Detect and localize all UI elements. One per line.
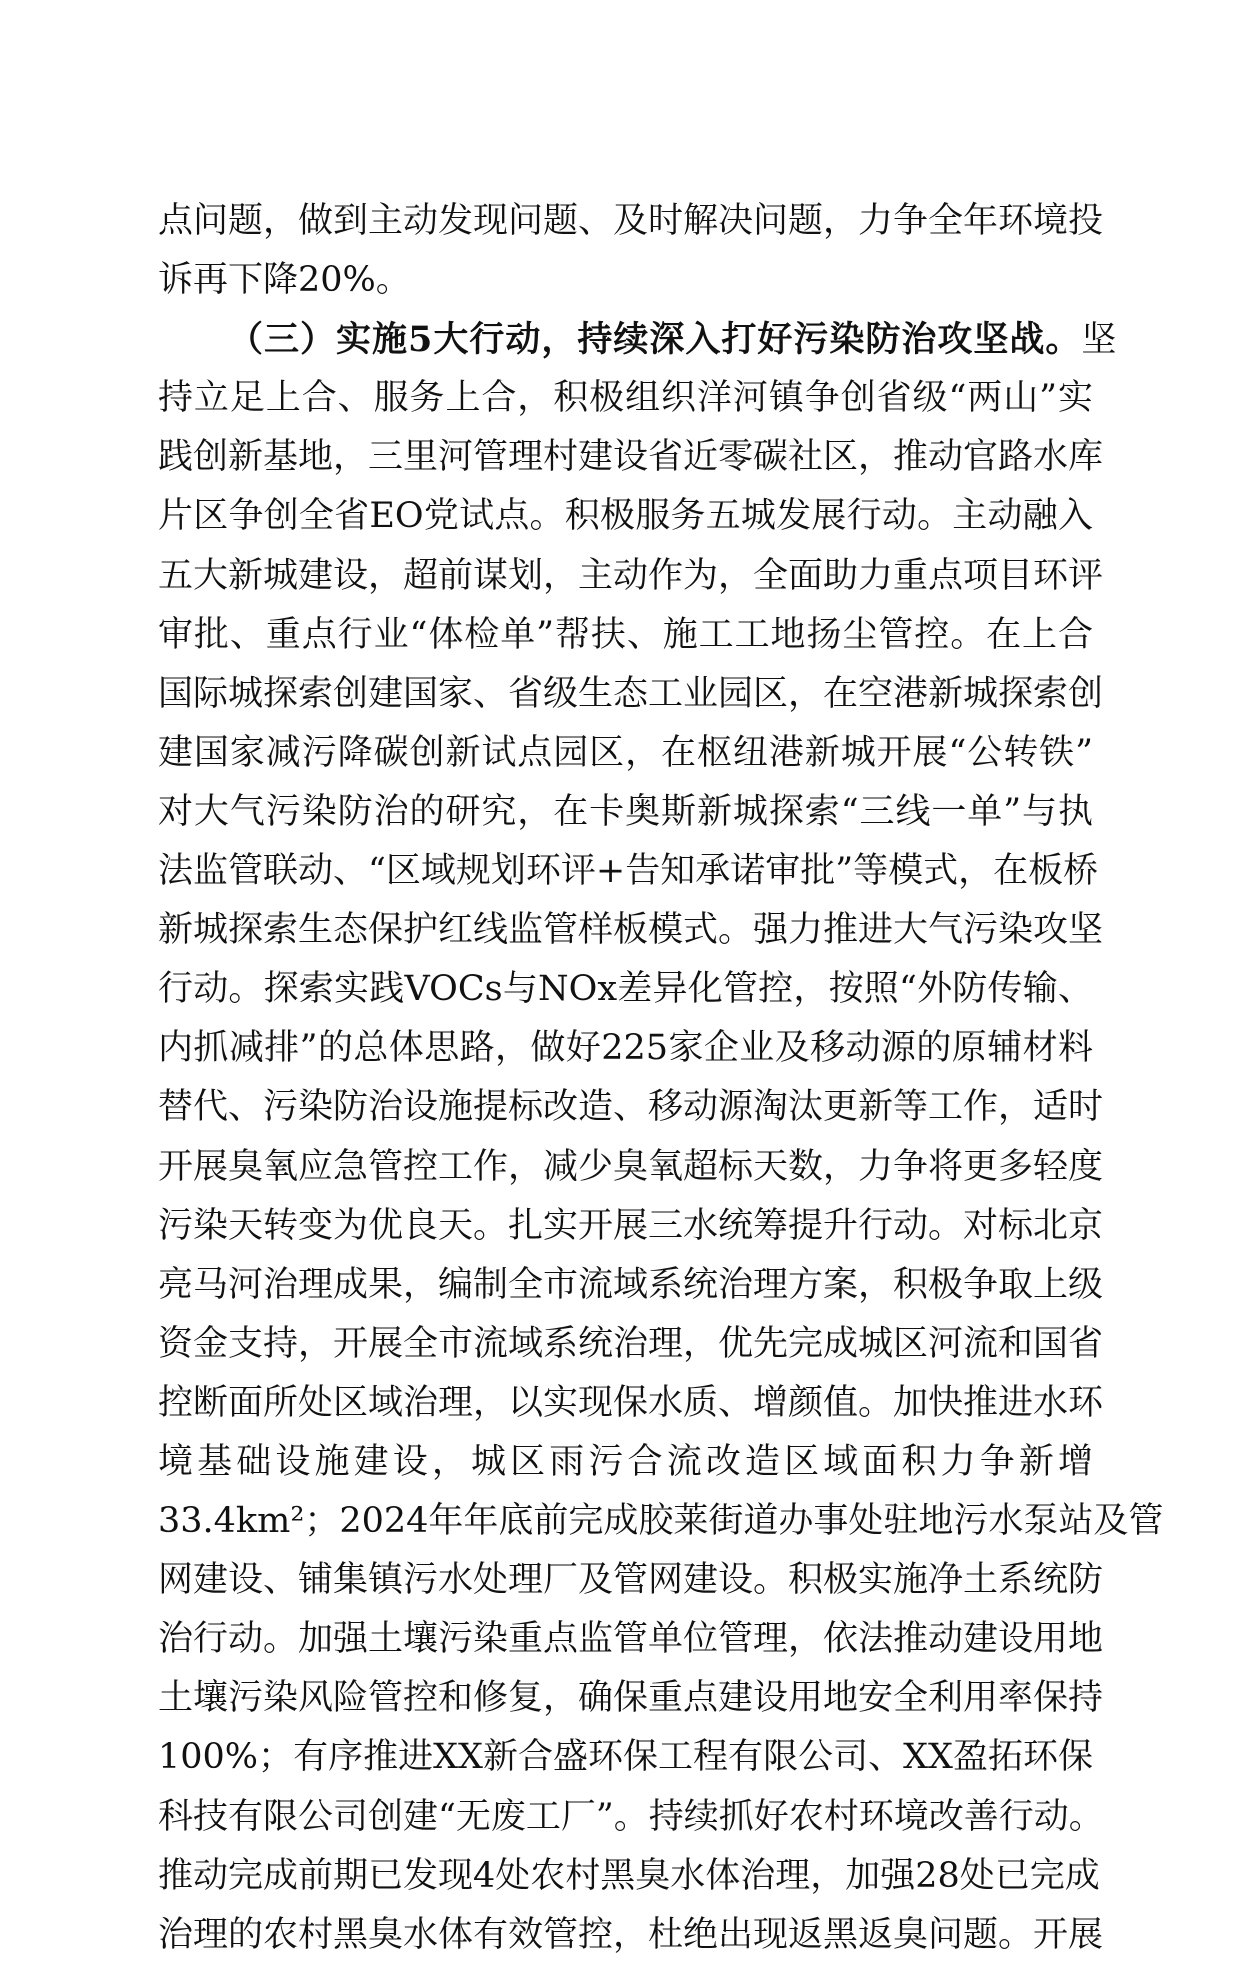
text-line: 境基础设施建设，城区雨污合流改造区域面积力争新增 [158, 1441, 1093, 1482]
text-line: 土壤污染风险管控和修复，确保重点建设用地安全利用率保持 [158, 1678, 1104, 1719]
text-line: 33.4km²；2024年年底前完成胶莱街道办事处驻地污水泵站及管 [158, 1501, 1164, 1542]
text-line: 点问题，做到主动发现问题、及时解决问题，力争全年环境投 [158, 201, 1104, 241]
body-text [158, 192, 1164, 1965]
text-line: 对大气污染防治的研究，在卡奥斯新城探索“三线一单”与执 [158, 791, 1093, 832]
text-line: 新城探索生态保护红线监管样板模式。强力推进大气污染攻坚 [158, 910, 1104, 951]
text-line: 法监管联动、“区域规划环评+告知承诺审批”等模式，在板桥 [158, 851, 1099, 892]
text-line: 审批、重点行业“体检单”帮扶、施工工地扬尘管控。在上合 [158, 614, 1093, 655]
text-line: 100%；有序推进XX新合盛环保工程有限公司、XX盈拓环保 [158, 1737, 1093, 1778]
text-line: 持立足上合、服务上合，积极组织洋河镇争创省级“两山”实 [158, 378, 1093, 419]
text-run: 坚 [1081, 320, 1117, 361]
text-line: 控断面所处区域治理，以实现保水质、增颜值。加快推进水环 [158, 1382, 1104, 1423]
text-line: 诉再下降20%。 [158, 260, 411, 301]
text-line: 网建设、铺集镇污水处理厂及管网建设。积极实施净土系统防 [158, 1560, 1104, 1601]
text-line: 替代、污染防治设施提标改造、移动源淘汰更新等工作，适时 [158, 1087, 1104, 1128]
text-line: 国际城探索创建国家、省级生态工业园区，在空港新城探索创 [158, 673, 1104, 714]
text-line: 内抓减排”的总体思路，做好225家企业及移动源的原辅材料 [158, 1028, 1093, 1069]
text-line: 污染天转变为优良天。扎实开展三水统筹提升行动。对标北京 [158, 1205, 1104, 1246]
text-line: 亮马河治理成果，编制全市流域系统治理方案，积极争取上级 [158, 1264, 1104, 1305]
text-line: 开展臭氧应急管控工作，减少臭氧超标天数，力争将更多轻度 [158, 1146, 1104, 1187]
text-line: 行动。探索实践VOCs与NOx差异化管控，按照“外防传输、 [158, 969, 1093, 1010]
text-line: 治理的农村黑臭水体有效管控，杜绝出现返黑返臭问题。开展 [158, 1914, 1104, 1955]
text-line: 科技有限公司创建“无废工厂”。持续抓好农村环境改善行动。 [158, 1796, 1104, 1837]
text-line: 建国家减污降碳创新试点园区，在枢纽港新城开展“公转铁” [158, 732, 1093, 773]
text-line: 治行动。加强土壤污染重点监管单位管理，依法推动建设用地 [158, 1619, 1104, 1660]
text-line: 五大新城建设，超前谋划，主动作为，全面助力重点项目环评 [158, 555, 1104, 596]
text-line: 片区争创全省EO党试点。积极服务五城发展行动。主动融入 [158, 496, 1093, 537]
section-heading-line [158, 310, 1117, 369]
text-line: 资金支持，开展全市流域系统治理，优先完成城区河流和国省 [158, 1323, 1104, 1364]
text-line: 践创新基地，三里河管理村建设省近零碳社区，推动官路水库 [158, 437, 1104, 478]
section-heading: （三）实施5大行动，持续深入打好污染防治攻坚战。 [228, 319, 1082, 361]
text-line: 推动完成前期已发现4处农村黑臭水体治理，加强28处已完成 [158, 1855, 1100, 1896]
